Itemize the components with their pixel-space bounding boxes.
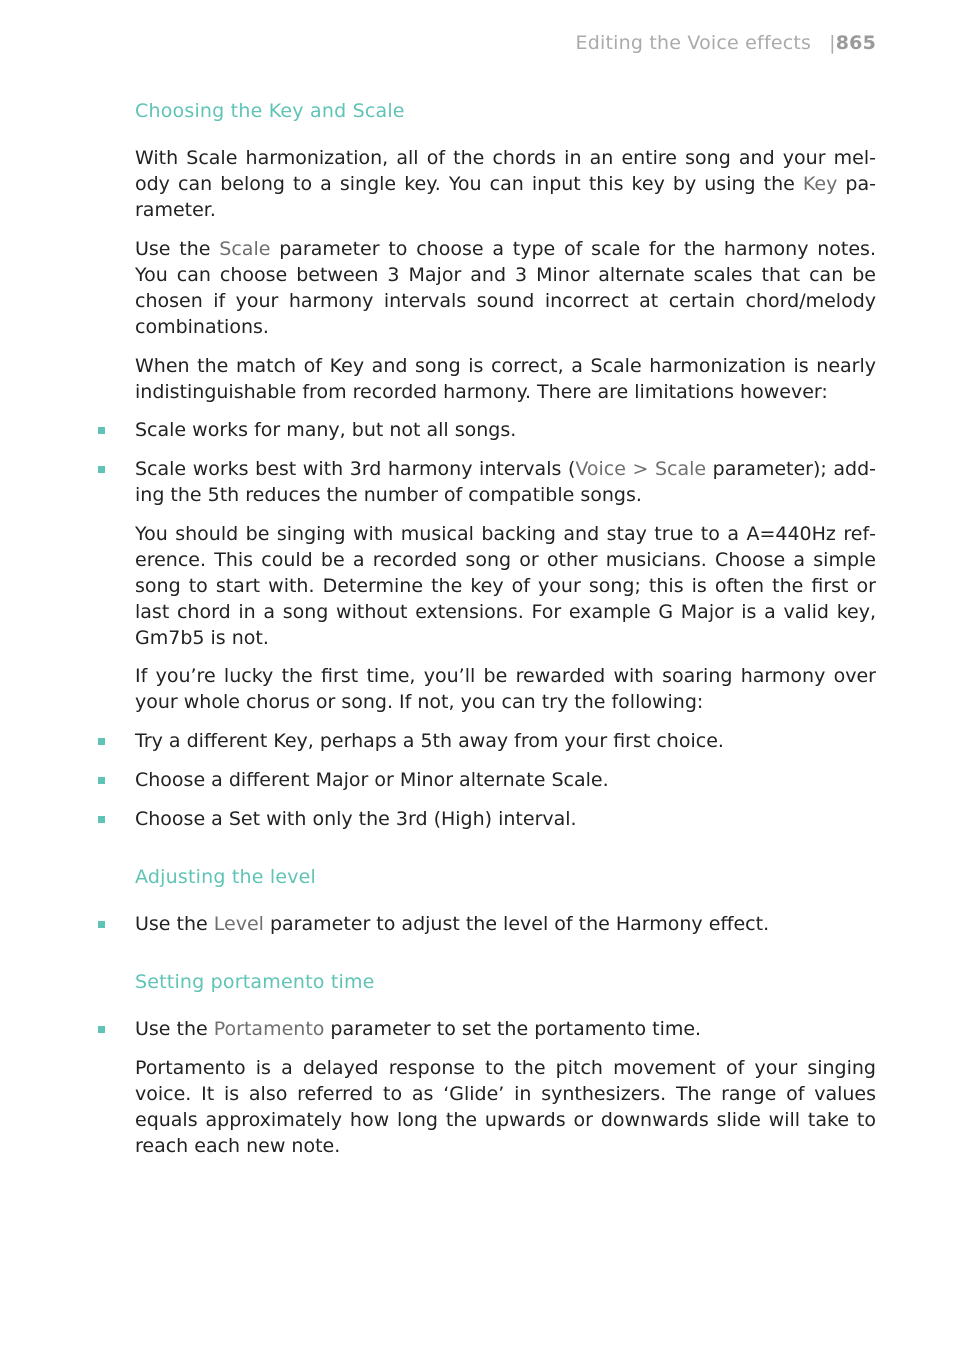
parameter-key: Key: [802, 173, 838, 195]
list-item: [135, 911, 876, 937]
heading-portamento: Setting portamento time: [135, 971, 375, 993]
list-item: [135, 456, 876, 508]
parameter-voice-scale: Voice > Scale: [575, 458, 707, 480]
text: parameter to set the portamento time.: [324, 1018, 702, 1040]
bullet-marker: [98, 1026, 105, 1033]
paragraph-limitations: When the match of Key and song is correct, a Scale harmonization is nearly indistinguishable from recorded harmony. There are limitations however:: [135, 355, 876, 403]
bullet-marker: [98, 777, 105, 784]
header-section-title: Editing the Voice effects: [575, 32, 812, 54]
bullet-marker: [98, 466, 105, 473]
bullet-marker: [98, 427, 105, 434]
heading-key-scale: Choosing the Key and Scale: [135, 100, 405, 122]
paragraph-musical-backing: You should be singing with musical backing and stay true to a A=440Hz reference. This could be a recorded song or other musicians. Choose a simple song to start with. Determine the key of your song; this is often the first or last chord in a song without extensions. For example G Major is a valid key, Gm7b5 is not.: [135, 523, 876, 649]
paragraph-portamento-description: Portamento is a delayed response to the pitch movement of your singing voice. It is also referred to as ‘Glide’ in synthesizers. The range of values equals approximately how long the upwards or downwards slide will take to reach each new note.: [135, 1057, 876, 1157]
bullet-marker: [98, 816, 105, 823]
bullet-marker: [98, 738, 105, 745]
header-separator: |: [829, 32, 836, 54]
list-item: Try a different Key, perhaps a 5th away from your first choice.: [135, 730, 724, 752]
bullet-marker: [98, 921, 105, 928]
list-item: Choose a Set with only the 3rd (High) interval.: [135, 808, 577, 830]
page-number: 865: [835, 32, 876, 54]
parameter-portamento: Portamento: [213, 1018, 325, 1040]
text: Use the: [135, 913, 214, 935]
text: Scale works best with 3rd harmony intervals (: [135, 458, 576, 480]
list-item: Scale works for many, but not all songs.: [135, 419, 517, 441]
page-header: [576, 32, 876, 54]
heading-adjusting-level: Adjusting the level: [135, 866, 317, 888]
parameter-scale: Scale: [219, 238, 271, 260]
list-item: Choose a different Major or Minor alternate Scale.: [135, 769, 609, 791]
text: Use the: [135, 238, 220, 260]
text: parameter); adding the 5th reduces the number of compatible songs.: [135, 458, 876, 506]
paragraph-scale-parameter: [135, 236, 876, 340]
text: parameter to adjust the level of the Harmony effect.: [263, 913, 770, 935]
text: parameter.: [135, 173, 876, 221]
text: parameter to choose a type of scale for the harmony notes. You can choose between 3 Major and 3 Minor alternate scales that can be chosen if your harmony intervals sound incorrect at certain chord/melody combinations.: [135, 238, 876, 338]
text: Use the: [135, 1018, 214, 1040]
text: With Scale harmonization, all of the chords in an entire song and your melody can belong to a single key. You can input this key by using the: [135, 147, 876, 195]
paragraph-scale-harmonization: [135, 145, 876, 223]
parameter-level: Level: [213, 913, 264, 935]
paragraph-lucky: If you’re lucky the first time, you’ll be rewarded with soaring harmony over your whole chorus or song. If not, you can try the following:: [135, 665, 876, 713]
list-item: [135, 1016, 876, 1042]
